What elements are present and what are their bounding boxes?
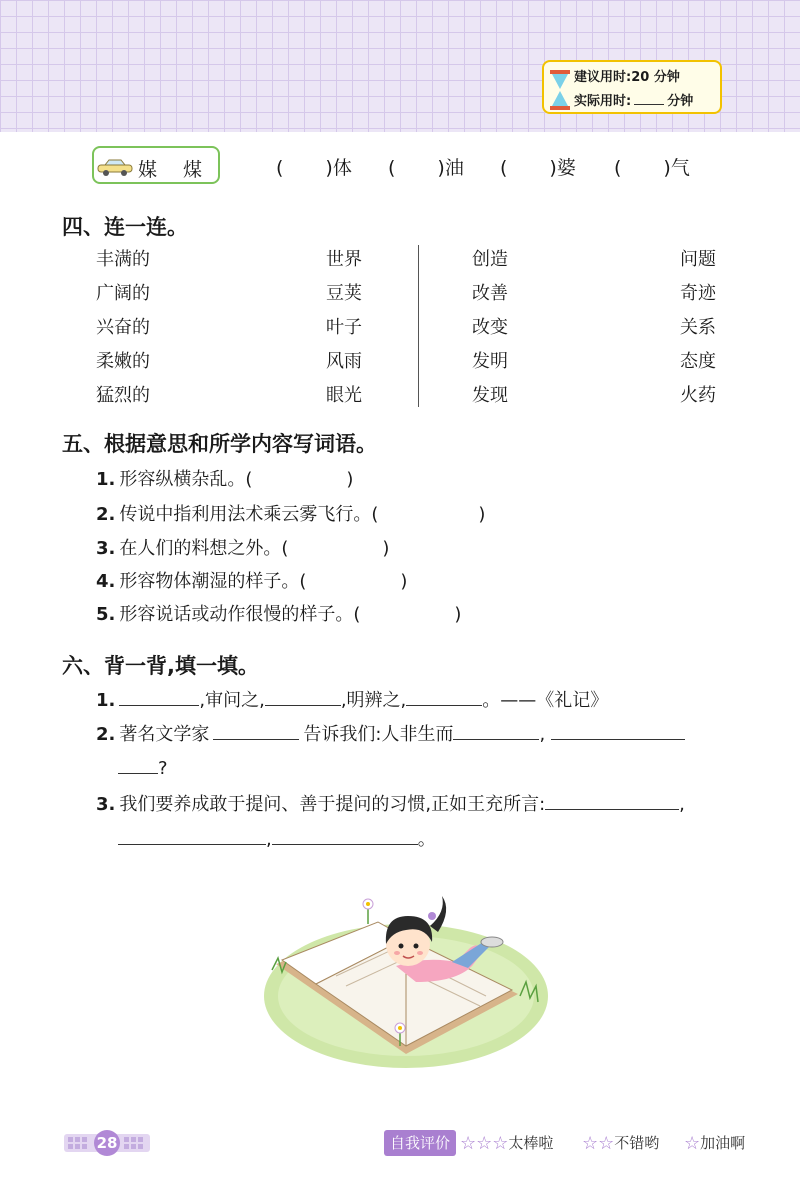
recite-item-1: 1. ,审问之, ,明辨之, 。——《礼记》: [96, 686, 608, 712]
star-icon: ☆☆: [582, 1133, 615, 1154]
actual-time-blank[interactable]: [634, 92, 664, 105]
girl-reading-book-illustration: [256, 886, 556, 1076]
recite-item-3-cont: , 。: [118, 825, 436, 851]
section6-title: 六、背一背,填一填。: [62, 654, 259, 678]
match-left-adjective[interactable]: 兴奋的: [96, 317, 150, 338]
match-left-adjective[interactable]: 广阔的: [96, 283, 150, 304]
match-left-noun[interactable]: 风雨: [326, 351, 362, 372]
fill-blank[interactable]: [406, 687, 482, 706]
match-right-noun[interactable]: 奇迹: [680, 283, 716, 304]
match-right-verb[interactable]: 改变: [472, 317, 508, 338]
match-right-noun[interactable]: 问题: [680, 249, 716, 270]
match-left-noun[interactable]: 豆荚: [326, 283, 362, 304]
definition-item: 1. 形容纵横杂乱。( ): [96, 469, 354, 490]
recite-item-2: 2. 著名文学家 告诉我们:人非生而 ,: [96, 720, 685, 746]
word-fill-item[interactable]: ( )婆: [500, 157, 576, 179]
suggested-time-label: 建议用时:: [574, 70, 632, 85]
suggested-time-value: 20 分钟: [631, 70, 680, 85]
fill-blank[interactable]: [265, 687, 341, 706]
actual-time-label: 实际用时:: [574, 94, 632, 109]
match-left-noun[interactable]: 世界: [326, 249, 362, 270]
definition-item: 2. 传说中指利用法术乘云雾飞行。( ): [96, 504, 486, 525]
fill-blank[interactable]: [118, 755, 158, 774]
word-fill-item[interactable]: ( )体: [276, 157, 352, 179]
rating-excellent[interactable]: ☆☆☆太棒啦: [460, 1133, 554, 1154]
match-right-noun[interactable]: 态度: [680, 351, 716, 372]
match-right-noun[interactable]: 关系: [680, 317, 716, 338]
match-left-noun[interactable]: 眼光: [326, 385, 362, 406]
definition-item: 5. 形容说话或动作很慢的样子。( ): [96, 604, 462, 625]
match-left-adjective[interactable]: 柔嫩的: [96, 351, 150, 372]
match-right-noun[interactable]: 火药: [680, 385, 716, 406]
car-icon: [96, 158, 134, 176]
fill-blank[interactable]: [119, 687, 199, 706]
recite-item-3: 3. 我们要养成敢于提问、善于提问的习惯,正如王充所言: ,: [96, 790, 685, 816]
page-number: 28: [94, 1130, 120, 1156]
match-right-verb[interactable]: 发现: [472, 385, 508, 406]
definition-item: 4. 形容物体潮湿的样子。( ): [96, 571, 408, 592]
fill-blank[interactable]: [213, 721, 299, 740]
match-right-verb[interactable]: 发明: [472, 351, 508, 372]
match-right-verb[interactable]: 改善: [472, 283, 508, 304]
fill-blank[interactable]: [272, 826, 418, 845]
word-fill-item[interactable]: ( )气: [614, 157, 690, 179]
star-icon: ☆☆☆: [460, 1133, 509, 1154]
word-choice-box: [92, 146, 220, 184]
rating-good[interactable]: ☆☆不错哟: [582, 1133, 660, 1154]
fill-blank[interactable]: [551, 721, 685, 740]
time-box: [542, 60, 722, 114]
actual-time-unit: 分钟: [667, 94, 694, 109]
hourglass-icon: [549, 70, 571, 110]
match-left-noun[interactable]: 叶子: [326, 317, 362, 338]
match-left-adjective[interactable]: 丰满的: [96, 249, 150, 270]
section4-title: 四、连一连。: [62, 215, 188, 239]
match-left-adjective[interactable]: 猛烈的: [96, 385, 150, 406]
word-choice-chars: 媒 煤: [138, 159, 213, 181]
self-eval-label: 自我评价: [384, 1130, 456, 1156]
star-icon: ☆: [684, 1133, 701, 1154]
word-fill-item[interactable]: ( )油: [388, 157, 464, 179]
rating-keep-going[interactable]: ☆加油啊: [684, 1133, 746, 1154]
fill-blank[interactable]: [453, 721, 539, 740]
section5-title: 五、根据意思和所学内容写词语。: [62, 432, 377, 456]
fill-blank[interactable]: [118, 826, 266, 845]
recite-item-2-cont: ?: [118, 755, 168, 779]
fill-blank[interactable]: [545, 791, 679, 810]
match-right-verb[interactable]: 创造: [472, 249, 508, 270]
definition-item: 3. 在人们的料想之外。( ): [96, 538, 390, 559]
divider-line: [418, 245, 419, 407]
